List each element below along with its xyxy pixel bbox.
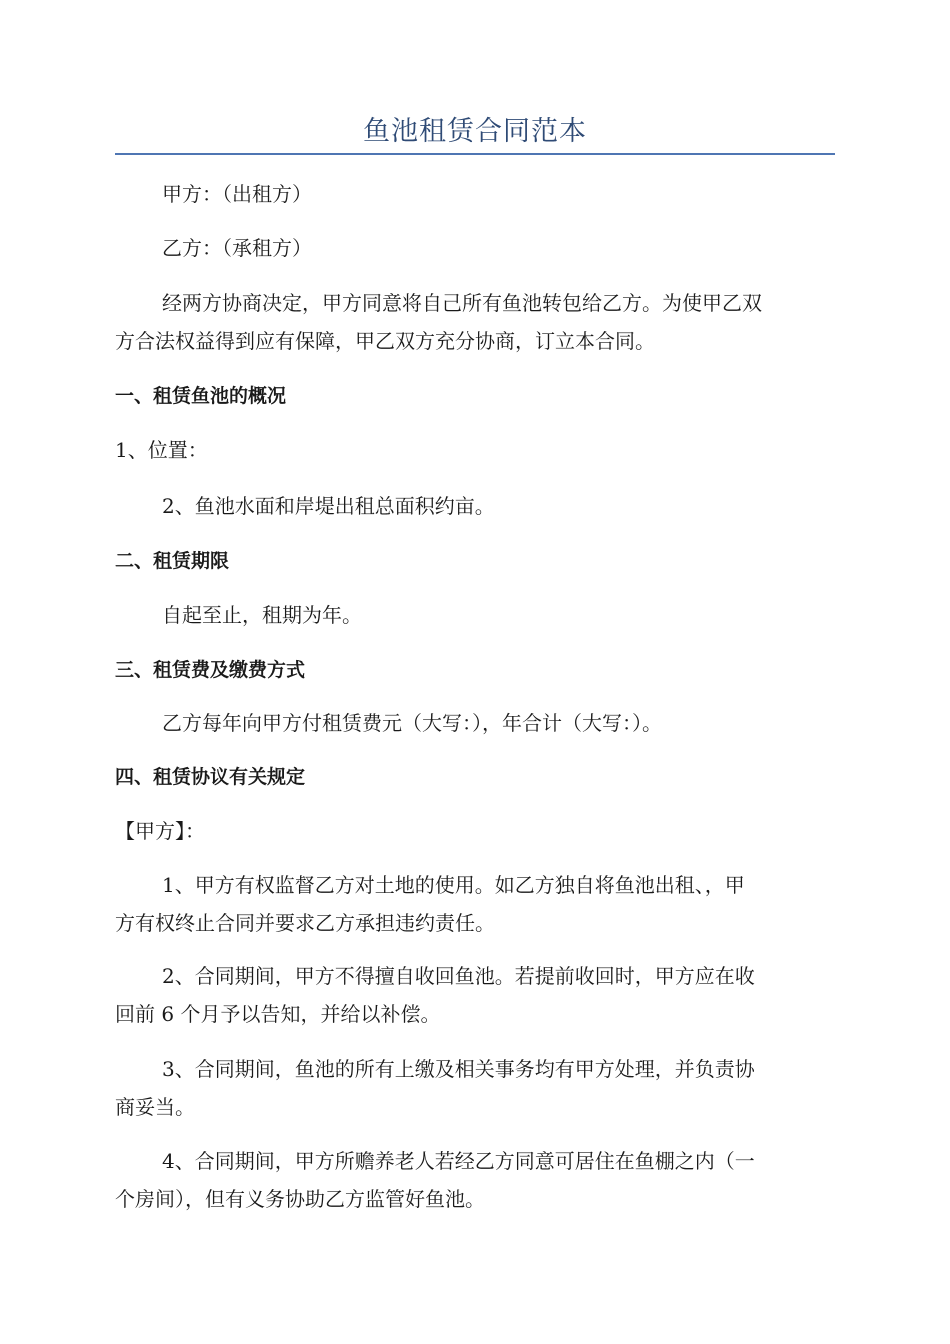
clause-3-line-1: 3、合同期间，鱼池的所有上缴及相关事务均有甲方处理，并负责协	[162, 1057, 755, 1081]
title-underline	[115, 153, 835, 155]
clause-3-line-2: 商妥当。	[115, 1095, 195, 1119]
section-1-heading: 一、租赁鱼池的概况	[115, 385, 287, 407]
clause-1-paragraph	[115, 866, 835, 942]
section-1-item-2: 2、鱼池水面和岸堤出租总面积约亩。	[162, 494, 495, 518]
section-4-heading: 四、租赁协议有关规定	[115, 766, 306, 788]
document-title: 鱼池租赁合同范本	[363, 116, 587, 147]
clause-3-paragraph	[115, 1050, 835, 1126]
intro-paragraph	[115, 284, 835, 360]
clause-2-paragraph	[115, 957, 835, 1033]
intro-line-1: 经两方协商决定，甲方同意将自己所有鱼池转包给乙方。为使甲乙双	[162, 291, 762, 315]
section-3-heading: 三、租赁费及缴费方式	[115, 659, 306, 681]
clause-1-line-1: 1、甲方有权监督乙方对土地的使用。如乙方独自将鱼池出租、，甲	[162, 873, 745, 897]
clause-2-line-2: 回前 6 个月予以告知，并给以补偿。	[115, 1002, 441, 1026]
party-b-line: 乙方：（承租方）	[162, 236, 312, 260]
section-1-item-1: 1、位置：	[115, 438, 208, 462]
section-3-text: 乙方每年向甲方付租赁费元（大写：），年合计（大写：）。	[162, 711, 662, 735]
clause-4-line-2: 个房间），但有义务协助乙方监管好鱼池。	[115, 1187, 485, 1211]
section-2-heading: 二、租赁期限	[115, 550, 230, 572]
intro-line-2: 方合法权益得到应有保障，甲乙双方充分协商，订立本合同。	[115, 329, 655, 353]
clause-1-line-2: 方有权终止合同并要求乙方承担违约责任。	[115, 911, 495, 935]
clause-2-line-1: 2、合同期间，甲方不得擅自收回鱼池。若提前收回时，甲方应在收	[162, 964, 755, 988]
party-a-label: 【甲方】：	[115, 819, 205, 843]
section-2-text: 自起至止，租期为年。	[162, 603, 362, 627]
clause-4-line-1: 4、合同期间，甲方所赡养老人若经乙方同意可居住在鱼棚之内（一	[162, 1149, 755, 1173]
party-a-line: 甲方：（出租方）	[162, 182, 312, 206]
clause-4-paragraph	[115, 1142, 835, 1218]
